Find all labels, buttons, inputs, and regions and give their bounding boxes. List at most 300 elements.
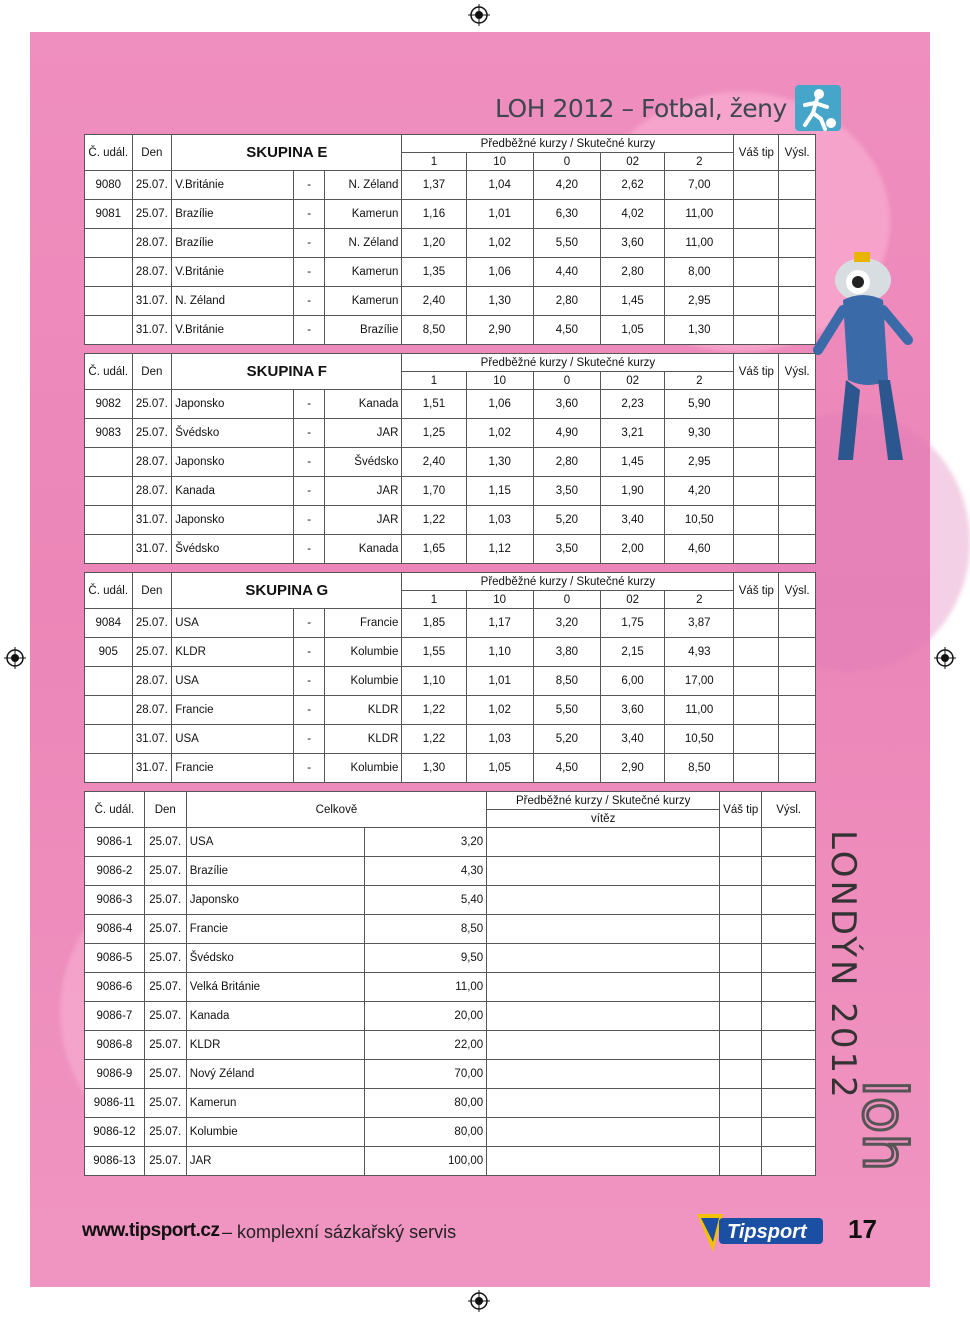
your-tip-cell[interactable]	[720, 1031, 762, 1060]
your-tip-cell[interactable]	[734, 477, 779, 506]
odds-value: 3,80	[533, 638, 600, 667]
home-team: Brazílie	[172, 200, 294, 229]
table-row	[85, 886, 816, 915]
away-team: Kolumbie	[324, 667, 401, 696]
match-date: 25.07.	[144, 1002, 186, 1031]
odds-value: 7,00	[665, 171, 734, 200]
odds-value: 1,03	[466, 506, 533, 535]
odds-value: 1,37	[402, 171, 466, 200]
col-header-date: Den	[144, 792, 186, 828]
table-row	[85, 609, 816, 638]
your-tip-cell[interactable]	[734, 609, 779, 638]
away-team: Kanada	[324, 535, 401, 564]
result-cell	[779, 229, 816, 258]
team-name: Velká Británie	[186, 973, 364, 1002]
event-number: 9082	[85, 390, 133, 419]
winner-odds: 70,00	[364, 1060, 486, 1089]
odds-value: 1,10	[466, 638, 533, 667]
event-number: 9084	[85, 609, 133, 638]
vs-separator: -	[294, 390, 325, 419]
away-team: Kolumbie	[324, 754, 401, 783]
home-team: Japonsko	[172, 506, 294, 535]
col-header-event-no: Č. udál.	[85, 573, 133, 609]
team-name: Nový Zéland	[186, 1060, 364, 1089]
event-number	[85, 535, 133, 564]
result-cell	[779, 477, 816, 506]
home-team: Francie	[172, 754, 294, 783]
odds-value: 2,40	[402, 448, 466, 477]
col-header-date: Den	[132, 573, 172, 609]
odds-value: 3,60	[533, 390, 600, 419]
your-tip-cell[interactable]	[734, 171, 779, 200]
vs-separator: -	[294, 754, 325, 783]
odds-value: 8,00	[665, 258, 734, 287]
table-row	[85, 1089, 816, 1118]
odds-value: 5,90	[665, 390, 734, 419]
table-row	[85, 828, 816, 857]
odds-value: 2,15	[601, 638, 665, 667]
table-row	[85, 1118, 816, 1147]
page-title: LOH 2012 – Fotbal, ženy	[495, 93, 787, 123]
odds-value: 2,62	[601, 171, 665, 200]
odds-value: 2,90	[601, 754, 665, 783]
odds-value: 1,45	[601, 448, 665, 477]
winner-blank-cell	[487, 857, 720, 886]
winner-odds: 3,20	[364, 828, 486, 857]
your-tip-cell[interactable]	[734, 506, 779, 535]
your-tip-cell[interactable]	[734, 316, 779, 345]
odds-value: 4,60	[665, 535, 734, 564]
event-number	[85, 229, 133, 258]
match-date: 25.07.	[144, 1118, 186, 1147]
odds-value: 10,50	[665, 725, 734, 754]
match-date: 25.07.	[144, 1060, 186, 1089]
winner-blank-cell	[487, 944, 720, 973]
away-team: Brazílie	[324, 316, 401, 345]
odds-value: 1,22	[402, 506, 466, 535]
result-cell	[779, 287, 816, 316]
event-number	[85, 754, 133, 783]
your-tip-cell[interactable]	[734, 725, 779, 754]
svg-text:Tipsport: Tipsport	[727, 1221, 807, 1243]
your-tip-cell[interactable]	[734, 754, 779, 783]
col-header-result: Výsl.	[779, 354, 816, 390]
team-name: Kanada	[186, 1002, 364, 1031]
odds-value: 1,06	[466, 390, 533, 419]
col-header-date: Den	[132, 354, 172, 390]
match-date: 28.07.	[132, 667, 172, 696]
home-team: USA	[172, 725, 294, 754]
event-number: 9086-8	[85, 1031, 145, 1060]
away-team: Francie	[324, 609, 401, 638]
home-team: V.Británie	[172, 316, 294, 345]
away-team: JAR	[324, 477, 401, 506]
vs-separator: -	[294, 448, 325, 477]
match-date: 31.07.	[132, 535, 172, 564]
your-tip-cell[interactable]	[734, 229, 779, 258]
odds-value: 1,51	[402, 390, 466, 419]
table-row	[85, 258, 816, 287]
col-header-result: Výsl.	[762, 792, 816, 828]
result-cell	[779, 696, 816, 725]
your-tip-cell[interactable]	[734, 390, 779, 419]
match-date: 28.07.	[132, 477, 172, 506]
side-title-decor	[812, 820, 919, 1240]
odds-value: 1,12	[466, 535, 533, 564]
col-header-result: Výsl.	[779, 135, 816, 171]
odds-value: 1,30	[402, 754, 466, 783]
odds-value: 4,40	[533, 258, 600, 287]
event-number: 9081	[85, 200, 133, 229]
your-tip-cell[interactable]	[720, 886, 762, 915]
odds-value: 1,45	[601, 287, 665, 316]
vs-separator: -	[294, 725, 325, 754]
result-cell	[762, 1118, 816, 1147]
event-number: 9086-2	[85, 857, 145, 886]
odds-value: 2,80	[601, 258, 665, 287]
result-cell	[779, 390, 816, 419]
odds-value: 4,50	[533, 316, 600, 345]
team-name: Japonsko	[186, 886, 364, 915]
table-row	[85, 477, 816, 506]
winner-odds: 9,50	[364, 944, 486, 973]
result-cell	[779, 506, 816, 535]
odds-value: 3,87	[665, 609, 734, 638]
odds-value: 3,60	[601, 696, 665, 725]
odds-value: 1,30	[466, 448, 533, 477]
your-tip-cell[interactable]	[720, 1147, 762, 1176]
result-cell	[779, 754, 816, 783]
tipsport-logo	[695, 1208, 825, 1254]
event-number: 9086-3	[85, 886, 145, 915]
match-date: 25.07.	[132, 638, 172, 667]
home-team: V.Británie	[172, 171, 294, 200]
away-team: Kamerun	[324, 200, 401, 229]
winner-blank-cell	[487, 1031, 720, 1060]
odds-value: 1,22	[402, 725, 466, 754]
away-team: Kolumbie	[324, 638, 401, 667]
group-title: SKUPINA F	[172, 354, 402, 390]
page-title-block	[495, 88, 841, 128]
odds-value: 17,00	[665, 667, 734, 696]
odds-col-0: 0	[533, 372, 600, 390]
team-name: USA	[186, 828, 364, 857]
odds-value: 5,50	[533, 696, 600, 725]
your-tip-cell[interactable]	[734, 448, 779, 477]
result-cell	[779, 258, 816, 287]
vs-separator: -	[294, 258, 325, 287]
table-row	[85, 506, 816, 535]
odds-value: 3,60	[601, 229, 665, 258]
vs-separator: -	[294, 609, 325, 638]
result-cell	[762, 1060, 816, 1089]
team-name: Brazílie	[186, 857, 364, 886]
odds-value: 2,95	[665, 287, 734, 316]
event-number: 9080	[85, 171, 133, 200]
col-header-winner: vítěz	[487, 810, 720, 828]
odds-value: 1,01	[466, 667, 533, 696]
odds-col-0: 0	[533, 153, 600, 171]
result-cell	[762, 1147, 816, 1176]
odds-value: 4,90	[533, 419, 600, 448]
your-tip-cell[interactable]	[720, 1002, 762, 1031]
registration-mark-icon	[934, 647, 956, 669]
result-cell	[762, 1089, 816, 1118]
vs-separator: -	[294, 419, 325, 448]
odds-value: 8,50	[402, 316, 466, 345]
winner-blank-cell	[487, 828, 720, 857]
col-header-odds: Předběžné kurzy / Skutečné kurzy	[402, 573, 734, 591]
match-date: 25.07.	[144, 857, 186, 886]
away-team: JAR	[324, 419, 401, 448]
match-date: 28.07.	[132, 229, 172, 258]
vs-separator: -	[294, 229, 325, 258]
winner-odds: 8,50	[364, 915, 486, 944]
result-cell	[779, 535, 816, 564]
mascot-figure-icon	[808, 240, 918, 470]
result-cell	[779, 448, 816, 477]
result-cell	[762, 857, 816, 886]
odds-col-10: 10	[466, 591, 533, 609]
result-cell	[779, 638, 816, 667]
result-cell	[779, 316, 816, 345]
event-number	[85, 725, 133, 754]
team-name: Švédsko	[186, 944, 364, 973]
your-tip-cell[interactable]	[734, 419, 779, 448]
home-team: Francie	[172, 696, 294, 725]
col-header-your-tip: Váš tip	[734, 354, 779, 390]
match-date: 25.07.	[144, 944, 186, 973]
group-title: SKUPINA G	[172, 573, 402, 609]
your-tip-cell[interactable]	[720, 944, 762, 973]
match-date: 25.07.	[144, 886, 186, 915]
odds-value: 1,30	[466, 287, 533, 316]
your-tip-cell[interactable]	[720, 857, 762, 886]
result-cell	[762, 1002, 816, 1031]
your-tip-cell[interactable]	[720, 973, 762, 1002]
your-tip-cell[interactable]	[734, 535, 779, 564]
odds-col-2: 2	[665, 591, 734, 609]
odds-value: 4,20	[533, 171, 600, 200]
odds-value: 1,16	[402, 200, 466, 229]
odds-value: 1,05	[466, 754, 533, 783]
result-cell	[779, 419, 816, 448]
group-table-e	[84, 134, 816, 345]
table-row	[85, 448, 816, 477]
your-tip-cell[interactable]	[734, 287, 779, 316]
your-tip-cell[interactable]	[720, 1089, 762, 1118]
event-number	[85, 477, 133, 506]
table-row	[85, 667, 816, 696]
result-cell	[779, 609, 816, 638]
odds-value: 8,50	[665, 754, 734, 783]
match-date: 25.07.	[132, 200, 172, 229]
winner-odds: 11,00	[364, 973, 486, 1002]
table-row	[85, 1031, 816, 1060]
odds-value: 2,23	[601, 390, 665, 419]
winner-odds: 4,30	[364, 857, 486, 886]
col-header-event-no: Č. udál.	[85, 354, 133, 390]
event-number: 9086-6	[85, 973, 145, 1002]
event-number	[85, 667, 133, 696]
team-name: Francie	[186, 915, 364, 944]
away-team: KLDR	[324, 725, 401, 754]
winner-blank-cell	[487, 1089, 720, 1118]
your-tip-cell[interactable]	[734, 200, 779, 229]
match-date: 25.07.	[144, 915, 186, 944]
home-team: KLDR	[172, 638, 294, 667]
vs-separator: -	[294, 316, 325, 345]
away-team: N. Zéland	[324, 229, 401, 258]
odds-value: 2,80	[533, 287, 600, 316]
match-date: 31.07.	[132, 725, 172, 754]
vs-separator: -	[294, 638, 325, 667]
your-tip-cell[interactable]	[720, 1060, 762, 1089]
team-name: Kolumbie	[186, 1118, 364, 1147]
odds-value: 9,30	[665, 419, 734, 448]
odds-value: 4,93	[665, 638, 734, 667]
home-team: Švédsko	[172, 419, 294, 448]
odds-value: 2,90	[466, 316, 533, 345]
event-number	[85, 448, 133, 477]
odds-value: 1,65	[402, 535, 466, 564]
odds-col-1: 1	[402, 372, 466, 390]
odds-value: 11,00	[665, 696, 734, 725]
odds-value: 5,20	[533, 506, 600, 535]
your-tip-cell[interactable]	[734, 696, 779, 725]
footer-website-link[interactable]: www.tipsport.cz	[82, 1220, 220, 1241]
odds-value: 1,02	[466, 419, 533, 448]
home-team: USA	[172, 667, 294, 696]
col-header-result: Výsl.	[779, 573, 816, 609]
table-row	[85, 915, 816, 944]
odds-value: 4,50	[533, 754, 600, 783]
winner-blank-cell	[487, 973, 720, 1002]
odds-value: 1,02	[466, 229, 533, 258]
match-date: 28.07.	[132, 448, 172, 477]
registration-mark-icon	[468, 4, 490, 26]
event-number	[85, 287, 133, 316]
odds-value: 5,50	[533, 229, 600, 258]
your-tip-cell[interactable]	[720, 1118, 762, 1147]
odds-value: 3,40	[601, 725, 665, 754]
away-team: Kamerun	[324, 258, 401, 287]
group-table-f	[84, 353, 816, 564]
event-number: 905	[85, 638, 133, 667]
home-team: Japonsko	[172, 448, 294, 477]
winner-odds: 5,40	[364, 886, 486, 915]
table-row	[85, 725, 816, 754]
your-tip-cell[interactable]	[734, 667, 779, 696]
table-row	[85, 1060, 816, 1089]
match-date: 31.07.	[132, 287, 172, 316]
your-tip-cell[interactable]	[720, 828, 762, 857]
winner-blank-cell	[487, 1060, 720, 1089]
event-number	[85, 258, 133, 287]
away-team: KLDR	[324, 696, 401, 725]
match-date: 25.07.	[132, 419, 172, 448]
odds-value: 2,95	[665, 448, 734, 477]
odds-value: 1,10	[402, 667, 466, 696]
winner-odds: 80,00	[364, 1089, 486, 1118]
match-date: 25.07.	[144, 1089, 186, 1118]
match-date: 25.07.	[144, 973, 186, 1002]
col-header-your-tip: Váš tip	[720, 792, 762, 828]
col-header-your-tip: Váš tip	[734, 573, 779, 609]
match-date: 25.07.	[132, 390, 172, 419]
vs-separator: -	[294, 477, 325, 506]
group-title: SKUPINA E	[172, 135, 402, 171]
table-row	[85, 200, 816, 229]
winner-blank-cell	[487, 886, 720, 915]
odds-value: 1,35	[402, 258, 466, 287]
odds-col-02: 02	[601, 591, 665, 609]
odds-value: 2,00	[601, 535, 665, 564]
table-row	[85, 1147, 816, 1176]
event-number: 9086-11	[85, 1089, 145, 1118]
odds-value: 1,20	[402, 229, 466, 258]
table-row	[85, 419, 816, 448]
result-cell	[762, 973, 816, 1002]
your-tip-cell[interactable]	[734, 638, 779, 667]
odds-col-2: 2	[665, 153, 734, 171]
event-number: 9086-4	[85, 915, 145, 944]
odds-value: 1,70	[402, 477, 466, 506]
svg-text:loh: loh	[849, 1080, 919, 1172]
odds-value: 1,85	[402, 609, 466, 638]
your-tip-cell[interactable]	[734, 258, 779, 287]
page-number: 17	[848, 1214, 877, 1244]
odds-col-10: 10	[466, 153, 533, 171]
vs-separator: -	[294, 535, 325, 564]
odds-value: 1,30	[665, 316, 734, 345]
col-header-event-no: Č. udál.	[85, 792, 145, 828]
home-team: N. Zéland	[172, 287, 294, 316]
odds-value: 2,80	[533, 448, 600, 477]
odds-value: 2,40	[402, 287, 466, 316]
overall-title: Celkově	[186, 792, 486, 828]
odds-value: 1,90	[601, 477, 665, 506]
event-number	[85, 696, 133, 725]
event-number: 9086-12	[85, 1118, 145, 1147]
table-row	[85, 287, 816, 316]
odds-value: 4,20	[665, 477, 734, 506]
result-cell	[762, 886, 816, 915]
home-team: Brazílie	[172, 229, 294, 258]
winner-odds: 100,00	[364, 1147, 486, 1176]
match-date: 31.07.	[132, 506, 172, 535]
result-cell	[779, 667, 816, 696]
away-team: Kamerun	[324, 287, 401, 316]
result-cell	[779, 171, 816, 200]
event-number	[85, 506, 133, 535]
your-tip-cell[interactable]	[720, 915, 762, 944]
table-row	[85, 390, 816, 419]
event-number: 9086-13	[85, 1147, 145, 1176]
table-row	[85, 1002, 816, 1031]
home-team: Švédsko	[172, 535, 294, 564]
result-cell	[762, 944, 816, 973]
overall-winner-table	[84, 791, 816, 1176]
registration-mark-icon	[468, 1290, 490, 1312]
winner-odds: 20,00	[364, 1002, 486, 1031]
event-number: 9083	[85, 419, 133, 448]
table-row	[85, 696, 816, 725]
match-date: 25.07.	[132, 609, 172, 638]
away-team: Švédsko	[324, 448, 401, 477]
svg-text:LONDÝN 2012: LONDÝN 2012	[823, 830, 863, 1101]
odds-value: 8,50	[533, 667, 600, 696]
